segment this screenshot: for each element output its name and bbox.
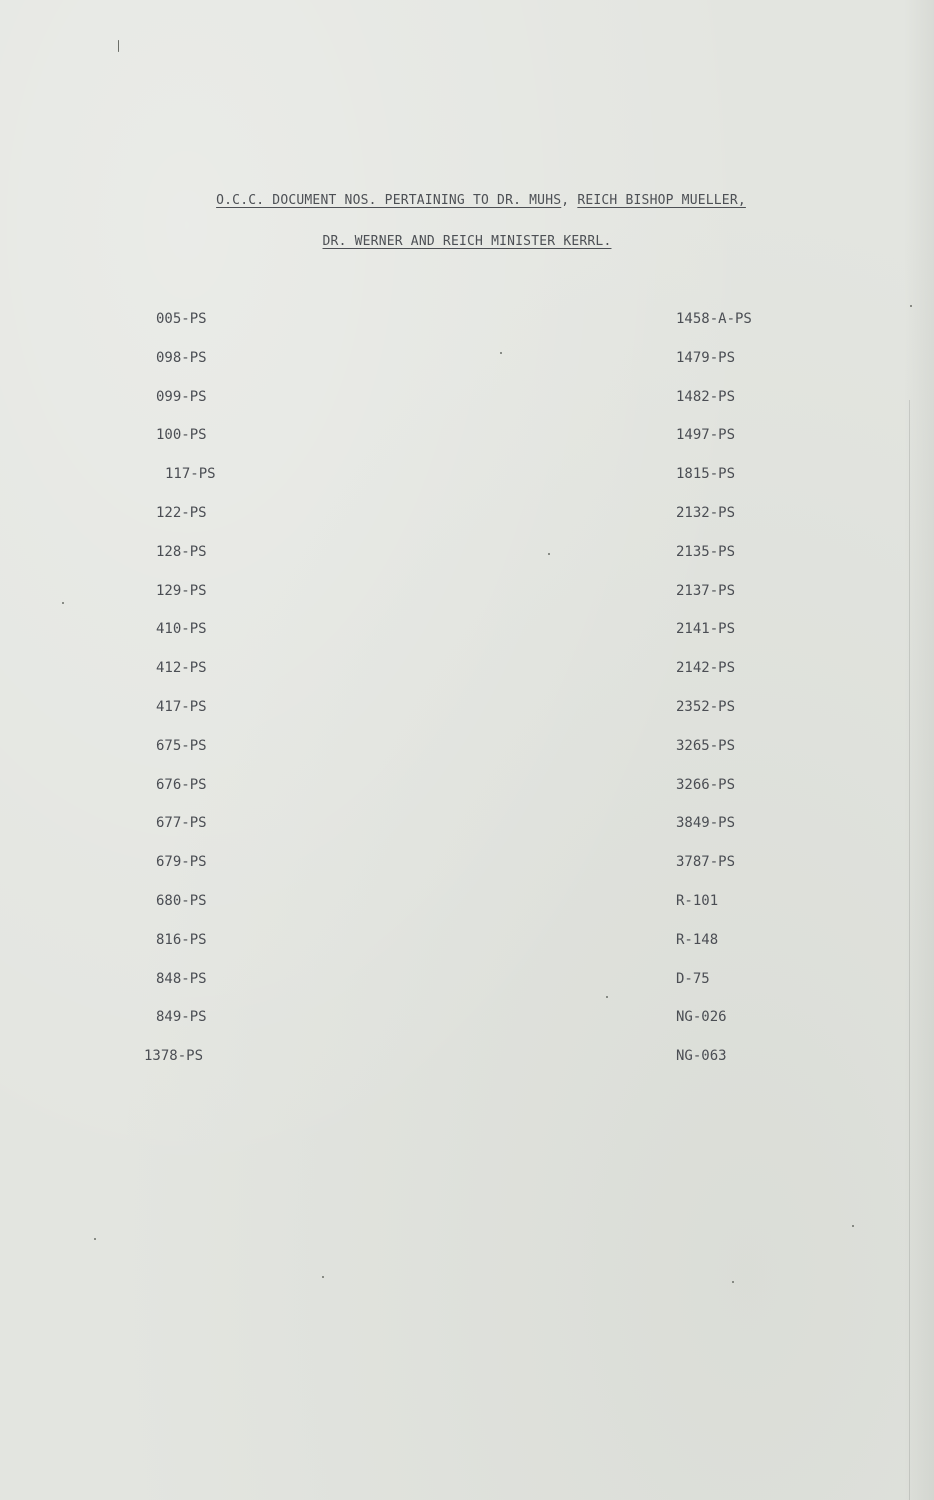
document-number: 849-PS xyxy=(156,1009,207,1026)
document-number: 417-PS xyxy=(156,698,207,715)
document-number: D-75 xyxy=(676,970,710,987)
document-number: 675-PS xyxy=(156,737,207,754)
document-number: 005-PS xyxy=(156,311,207,327)
document-number: 117-PS xyxy=(165,466,216,483)
document-number: R-101 xyxy=(676,892,719,909)
document-number: 2137-PS xyxy=(676,582,736,599)
document-number: 2142-PS xyxy=(676,660,736,677)
document-number: 3849-PS xyxy=(676,815,736,832)
document-number: R-148 xyxy=(676,931,719,948)
document-number: 1458-A-PS xyxy=(676,311,752,327)
document-number: 1378-PS xyxy=(144,1048,204,1065)
document-number: 680-PS xyxy=(156,892,207,909)
document-number: 677-PS xyxy=(156,815,207,832)
title-line-1-separator: , xyxy=(561,193,578,208)
document-number: NG-063 xyxy=(676,1048,727,1065)
paper-speck xyxy=(322,1276,324,1278)
document-number: 128-PS xyxy=(156,543,207,560)
document-number: 2135-PS xyxy=(676,543,736,560)
document-number: 1497-PS xyxy=(676,427,736,444)
document-number: 3787-PS xyxy=(676,854,736,871)
paper-speck xyxy=(548,553,550,555)
document-number: 2132-PS xyxy=(676,504,736,521)
paper-speck xyxy=(94,1238,96,1240)
document-list-left xyxy=(144,308,216,1084)
document-number: 2352-PS xyxy=(676,698,736,715)
paper-speck xyxy=(910,305,912,307)
paper-mark xyxy=(118,40,119,52)
document-number: 1479-PS xyxy=(676,349,736,366)
title-line-1-prefix: O.C.C. DOCUMENT NOS. PERTAINING TO DR. MUHS xyxy=(216,193,562,208)
document-number: NG-026 xyxy=(676,1009,727,1026)
document-number: 100-PS xyxy=(156,427,207,444)
document-list-right xyxy=(676,308,752,1084)
title-line-1 xyxy=(0,193,934,208)
document-number: 679-PS xyxy=(156,854,207,871)
document-number: 2141-PS xyxy=(676,621,736,638)
document-number: 412-PS xyxy=(156,660,207,677)
document-number: 848-PS xyxy=(156,970,207,987)
title-line-2 xyxy=(0,234,934,249)
paper-speck xyxy=(606,996,608,998)
document-number: 1815-PS xyxy=(676,466,736,483)
document-number: 1482-PS xyxy=(676,388,736,405)
paper-speck xyxy=(732,1281,734,1283)
paper-speck xyxy=(62,602,64,604)
title-line-1-suffix: REICH BISHOP MUELLER, xyxy=(577,193,746,208)
document-number: 099-PS xyxy=(156,388,207,405)
fold-line xyxy=(909,400,910,1500)
document-number: 098-PS xyxy=(156,349,207,366)
document-number: 129-PS xyxy=(156,582,207,599)
document-number: 410-PS xyxy=(156,621,207,638)
paper-speck xyxy=(852,1225,854,1227)
document-number: 3266-PS xyxy=(676,776,736,793)
document-number: 816-PS xyxy=(156,931,207,948)
document-number: 676-PS xyxy=(156,776,207,793)
paper-speck xyxy=(500,352,502,354)
document-number: 3265-PS xyxy=(676,737,736,754)
title-line-2-text: DR. WERNER AND REICH MINISTER KERRL. xyxy=(322,234,612,249)
document-number: 122-PS xyxy=(156,504,207,521)
